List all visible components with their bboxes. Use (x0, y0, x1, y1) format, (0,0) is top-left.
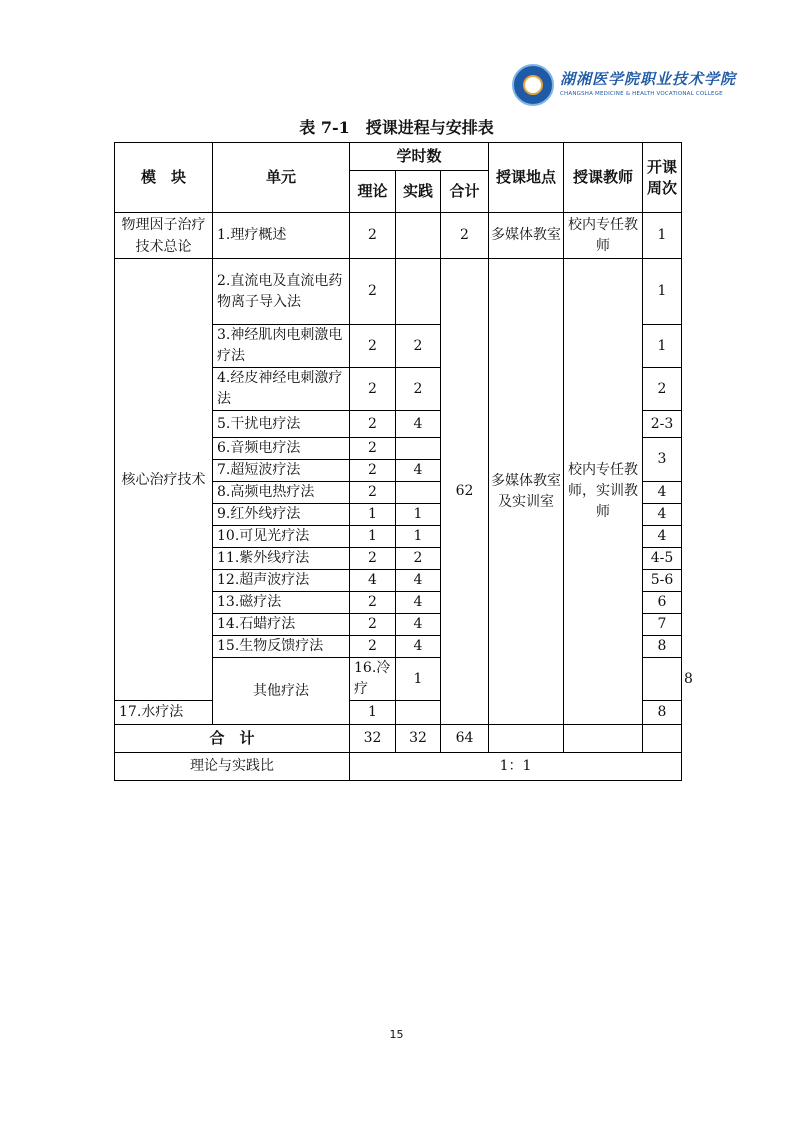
unit-cell: 10.可见光疗法 (213, 526, 350, 548)
theory-cell: 2 (350, 460, 396, 482)
header-module: 模 块 (115, 143, 213, 213)
practice-cell: 4 (396, 570, 441, 592)
week-cell: 1 (643, 213, 682, 259)
practice-cell: 4 (396, 614, 441, 636)
theory-cell: 2 (350, 368, 396, 411)
ratio-label: 理论与实践比 (115, 753, 350, 781)
week-cell: 5-6 (643, 570, 682, 592)
sum-location (489, 725, 564, 753)
unit-cell: 12.超声波疗法 (213, 570, 350, 592)
module-cell: 其他疗法 (213, 658, 350, 725)
practice-cell (396, 482, 441, 504)
school-seal-icon (512, 64, 554, 106)
practice-cell: 4 (396, 636, 441, 658)
theory-cell: 2 (350, 636, 396, 658)
header-location: 授课地点 (489, 143, 564, 213)
theory-cell: 2 (350, 548, 396, 570)
theory-cell: 2 (350, 325, 396, 368)
unit-cell: 3.神经肌肉电刺激电疗法 (213, 325, 350, 368)
unit-cell: 13.磁疗法 (213, 592, 350, 614)
practice-cell (396, 701, 441, 725)
practice-cell: 4 (396, 460, 441, 482)
total-cell: 62 (441, 259, 489, 725)
theory-cell: 1 (350, 504, 396, 526)
unit-cell: 11.紫外线疗法 (213, 548, 350, 570)
practice-cell: 4 (396, 592, 441, 614)
school-name-en: CHANGSHA MEDICINE & HEALTH VOCATIONAL COLLEGE (560, 91, 723, 97)
week-cell: 8 (643, 701, 682, 725)
header-theory: 理论 (350, 171, 396, 213)
unit-cell: 7.超短波疗法 (213, 460, 350, 482)
theory-cell: 1 (350, 526, 396, 548)
module-cell: 核心治疗技术 (115, 259, 213, 701)
header-hours: 学时数 (350, 143, 489, 171)
theory-cell: 2 (350, 438, 396, 460)
practice-cell: 2 (396, 325, 441, 368)
header-practice: 实践 (396, 171, 441, 213)
practice-cell (396, 213, 441, 259)
location-cell: 多媒体教室 (489, 213, 564, 259)
week-cell: 2 (643, 368, 682, 411)
table-title: 表 7-1 授课进程与安排表 (299, 118, 494, 137)
week-cell: 4 (643, 482, 682, 504)
sum-teacher (564, 725, 643, 753)
practice-cell: 2 (396, 368, 441, 411)
header-unit: 单元 (213, 143, 350, 213)
ratio-value: 1：1 (350, 753, 682, 781)
week-cell: 4-5 (643, 548, 682, 570)
sum-total: 64 (441, 725, 489, 753)
sum-theory: 32 (350, 725, 396, 753)
unit-cell: 5.干扰电疗法 (213, 411, 350, 438)
teacher-cell: 校内专任教师，实训教师 (564, 259, 643, 725)
week-cell: 1 (643, 259, 682, 325)
week-cell: 7 (643, 614, 682, 636)
theory-cell: 2 (350, 411, 396, 438)
week-cell: 8 (643, 636, 682, 658)
week-cell: 2-3 (643, 411, 682, 438)
unit-cell: 14.石蜡疗法 (213, 614, 350, 636)
week-cell: 6 (643, 592, 682, 614)
unit-cell: 1.理疗概述 (213, 213, 350, 259)
practice-cell (396, 259, 441, 325)
sum-label: 合 计 (115, 725, 350, 753)
unit-cell: 6.音频电疗法 (213, 438, 350, 460)
theory-cell: 1 (396, 658, 441, 701)
unit-cell: 16.冷疗 (350, 658, 396, 701)
teacher-cell: 校内专任教师 (564, 213, 643, 259)
header-week: 开课周次 (643, 143, 682, 213)
practice-cell: 2 (396, 548, 441, 570)
theory-cell: 4 (350, 570, 396, 592)
theory-cell: 2 (350, 614, 396, 636)
module-cell: 物理因子治疗技术总论 (115, 213, 213, 259)
theory-cell: 2 (350, 259, 396, 325)
unit-cell: 9.红外线疗法 (213, 504, 350, 526)
sum-practice: 32 (396, 725, 441, 753)
practice-cell: 1 (396, 504, 441, 526)
unit-cell: 4.经皮神经电刺激疗法 (213, 368, 350, 411)
school-name-cn: 湖湘医学院职业技术学院 (560, 70, 737, 88)
school-logo (512, 64, 737, 108)
unit-cell: 8.高频电热疗法 (213, 482, 350, 504)
unit-cell: 17.水疗法 (115, 701, 213, 725)
header-total: 合计 (441, 171, 489, 213)
week-cell: 3 (643, 438, 682, 482)
theory-cell: 2 (350, 592, 396, 614)
week-cell: 4 (643, 526, 682, 548)
practice-cell (396, 438, 441, 460)
theory-cell: 2 (350, 482, 396, 504)
theory-cell: 2 (350, 213, 396, 259)
practice-cell: 4 (396, 411, 441, 438)
practice-cell: 1 (396, 526, 441, 548)
week-cell: 1 (643, 325, 682, 368)
header-teacher: 授课教师 (564, 143, 643, 213)
location-cell: 多媒体教室及实训室 (489, 259, 564, 725)
total-cell: 2 (441, 213, 489, 259)
page-number: 15 (389, 1028, 404, 1041)
unit-cell: 15.生物反馈疗法 (213, 636, 350, 658)
practice-cell (643, 658, 682, 701)
schedule-table: 模 块 单元 学时数 授课地点 授课教师 开课周次 理论 实践 合计 物理因子治疗技术总论 1.理疗概述 2 2 多媒体教室 校内专任教师 1 核心治疗技术 2.直流电及直流电药物离子导入法 2 62 多媒体教室及实训室 校内专任教师，实训教师 1 3.神经肌肉电刺激电疗法 2 2 1 4.经皮神经电刺激疗法 2 2 2 5.干扰电疗法 2 4 2-3 6.音频电疗法 2 3 7.超短波疗法 2 4 8.高频电热疗法 2 4 9.红外线疗法 1 1 4 10.可见光疗法 1 1 4 11.紫外线疗法 2 2 4-5 12.超声波疗法 4 4 5-6 13.磁疗法 2 4 6 14.石蜡疗法 2 4 7 15.生物反馈疗法 2 4 8 其他疗法 16.冷疗 1 8 17.水疗法 1 8 合 计 32 32 64 理论与实践比 1：1 (114, 142, 682, 781)
theory-cell: 1 (350, 701, 396, 725)
sum-week (643, 725, 682, 753)
week-cell: 4 (643, 504, 682, 526)
unit-cell: 2.直流电及直流电药物离子导入法 (213, 259, 350, 325)
